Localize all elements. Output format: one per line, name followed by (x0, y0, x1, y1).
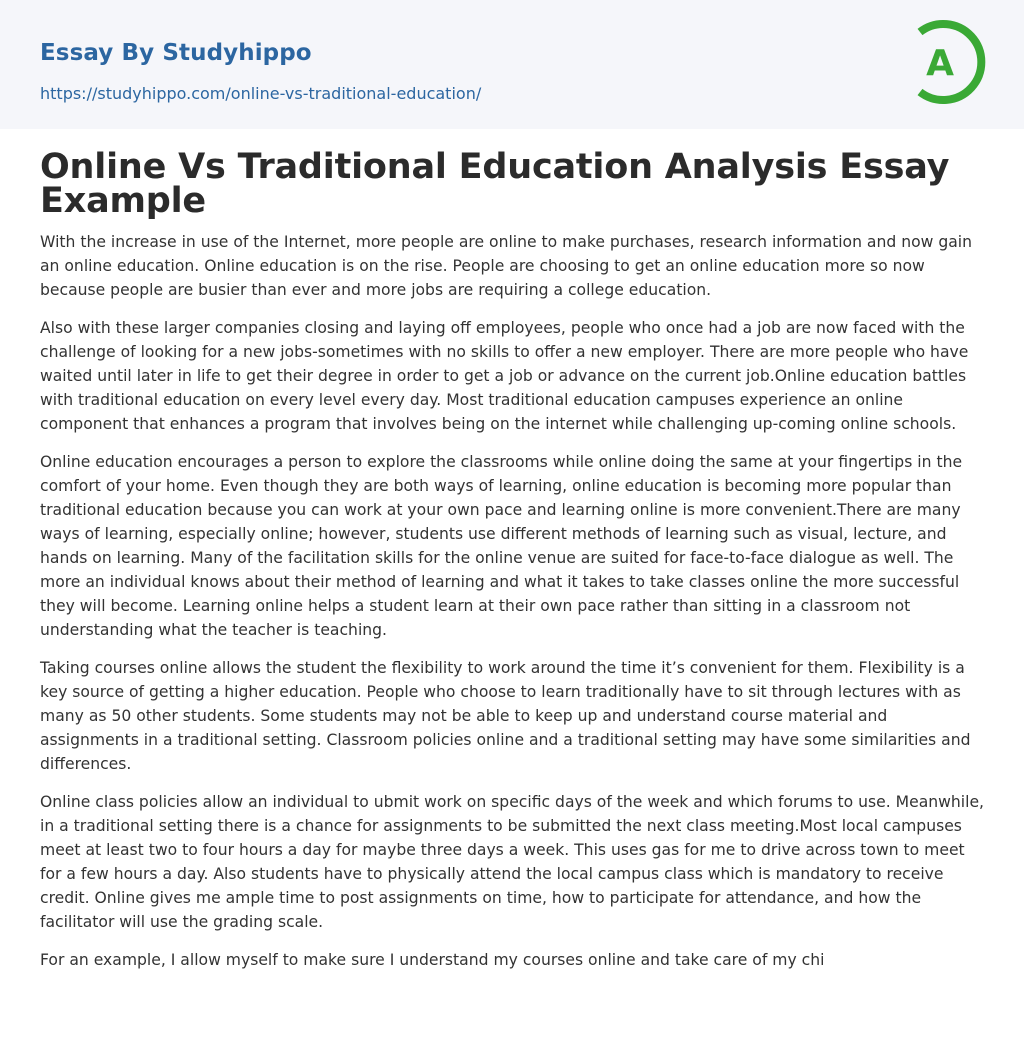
paragraph-4: Taking courses online allows the student the flexibility to work around the time it’s convenient for them. Flexibility is a key source of getting a higher education. People who choose to learn traditionally have to sit through lectures with as many as 50 other students. Some students may not be able to keep up and understand course material and assignments in a traditional setting. Classroom policies online and a traditional setting may have some similarities and differences. (40, 659, 971, 773)
paragraph-2: Also with these larger companies closing and laying off employees, people who once had a job are now faced with the challenge of looking for a new jobs-sometimes with no skills to offer a new employer. There are more people who have waited until later in life to get their degree in order to get a job or advance on the current job.Online education battles with traditional education on every level every day. Most traditional education campuses experience an online component that enhances a program that involves being on the internet while challenging up-coming online schools. (40, 319, 969, 433)
paragraph-6-truncated: For an example, I allow myself to make sure I understand my courses online and take care of my chi (40, 951, 825, 969)
article-url-link[interactable]: https://studyhippo.com/online-vs-traditional-education/ (40, 84, 482, 103)
paragraph-3: Online education encourages a person to explore the classrooms while online doing the same at your fingertips in the comfort of your home. Even though they are both ways of learning, online education is becoming more popular than traditional education because you can work at your own pace and learning online is more convenient.There are many ways of learning, especially online; however, students use different methods of learning such as visual, lecture, and hands on learning. Many of the facilitation skills for the online venue are suited for face-to-face dialogue as well. The more an individual knows about their method of learning and what it takes to take classes online the more successful they will become. Learning online helps a student learn at their own pace rather than sitting in a classroom not understanding what the teacher is teaching. (40, 453, 963, 639)
article-title: Online Vs Traditional Education Analysis Essay Example (40, 147, 950, 221)
paragraph-5: Online class policies allow an individual to ubmit work on specific days of the week and which forums to use. Meanwhile, in a traditional setting there is a chance for assignments to be submitted the next class meeting.Most local campuses meet at least two to four hours a day for maybe three days a week. This uses gas for me to drive across town to meet for a few hours a day. Also students have to physically attend the local campus class which is mandatory to receive credit. Online gives me ample time to post assignments on time, how to participate for attendance, and how the facilitator will use the grading scale. (40, 793, 985, 931)
site-brand[interactable]: Essay By Studyhippo (40, 40, 312, 66)
paragraph-1: With the increase in use of the Internet, more people are online to make purchases, research information and now gain an online education. Online education is on the rise. People are choosing to get an online education more so now because people are busier than ever and more jobs are requiring a college education. (40, 233, 973, 299)
logo-letter: A (926, 43, 954, 84)
